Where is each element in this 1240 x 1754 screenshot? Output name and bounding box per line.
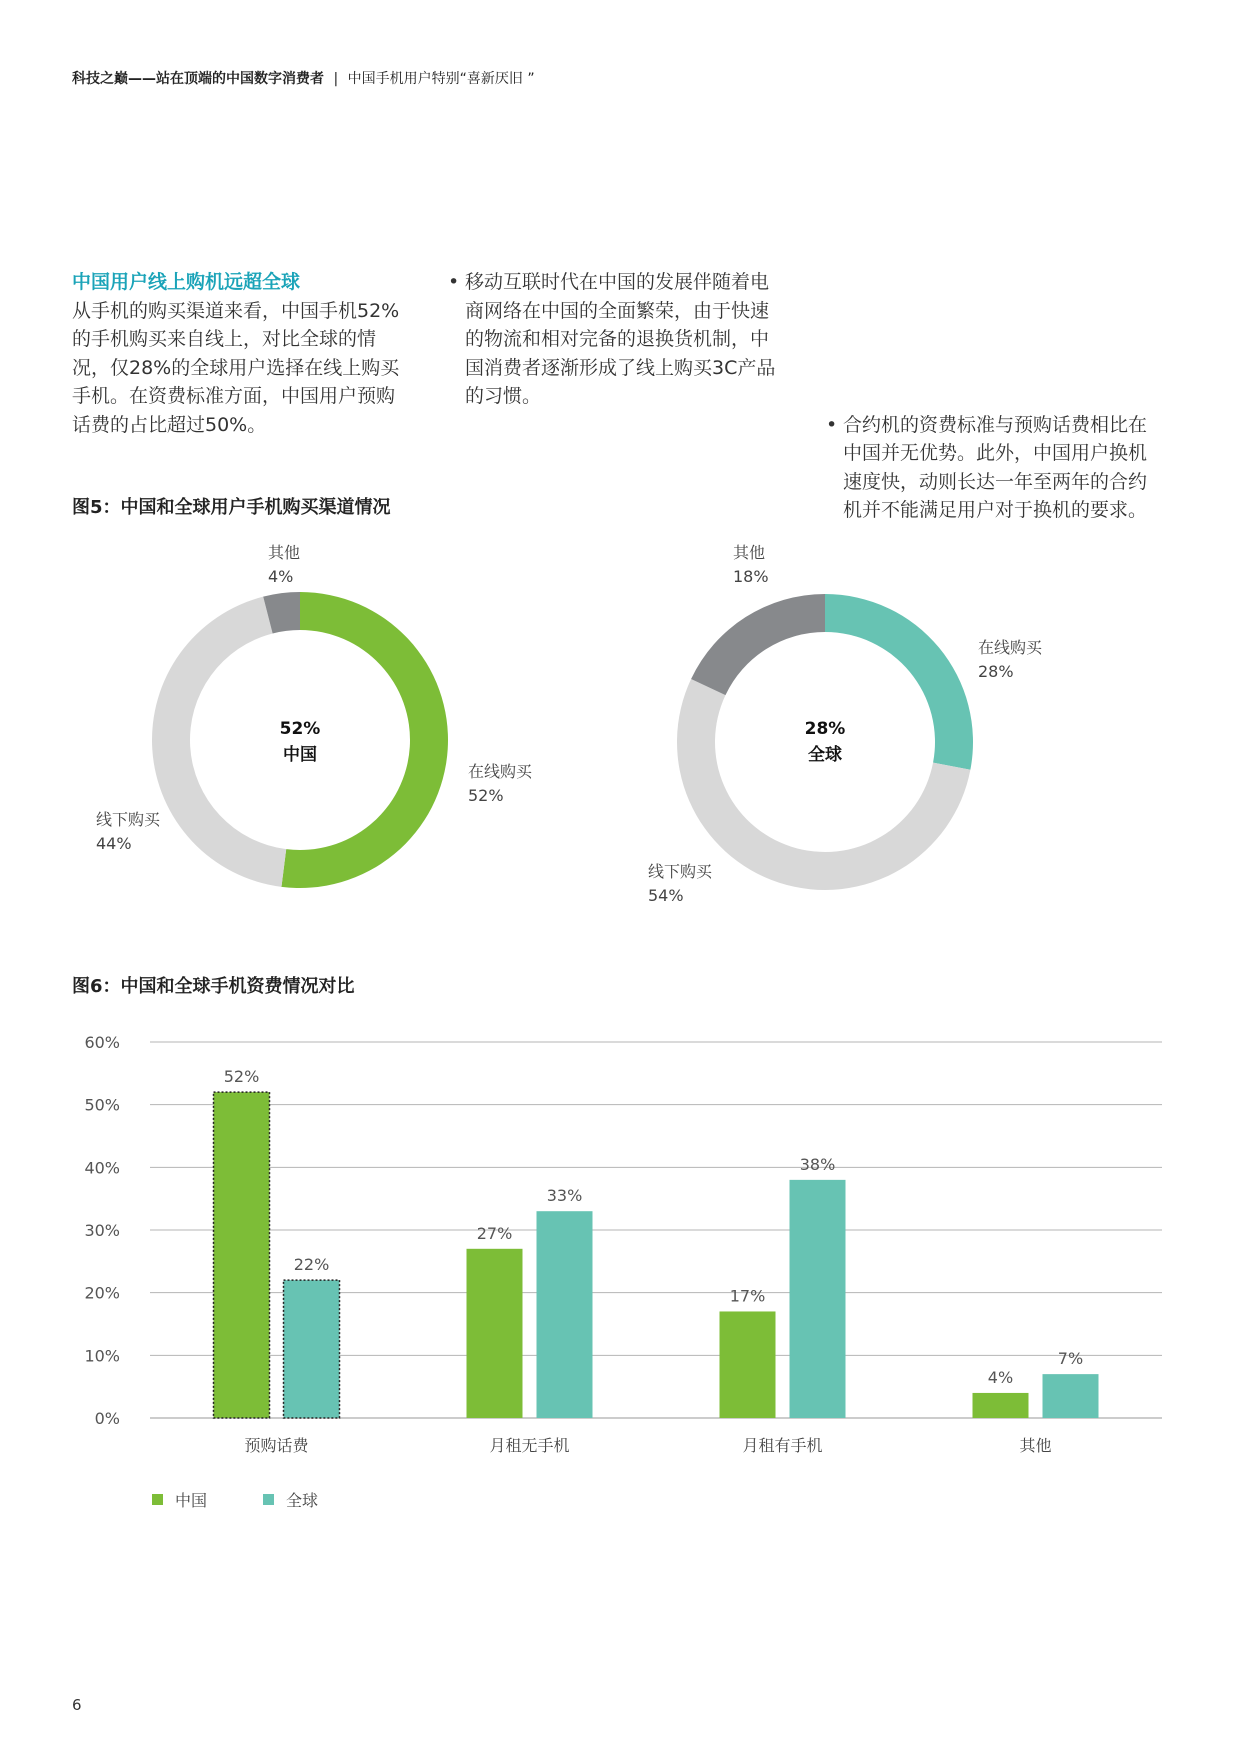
y-tick-label: 40% [84, 1158, 120, 1178]
legend-label-global: 全球 [286, 1491, 319, 1510]
slice-name: 在线购买 [978, 638, 1043, 657]
slice-label-offline [96, 808, 160, 856]
legend-label-china: 中国 [175, 1491, 208, 1510]
legend-swatch-global [263, 1494, 274, 1505]
header-subtitle: 中国手机用户特别“喜新厌旧 ” [347, 71, 535, 87]
slice-value: 54% [648, 886, 684, 905]
bar-0-0 [214, 1092, 270, 1418]
bar-chart [0, 1020, 1240, 1480]
bullet-line: 机并不能满足用户对于换机的要求。 [843, 499, 1148, 521]
y-tick-label: 30% [84, 1221, 120, 1240]
bullet-line: • 移动互联时代在中国的发展伴随着电 [465, 271, 770, 293]
slice-name: 其他 [733, 543, 766, 562]
slice-name: 线下购买 [648, 862, 713, 881]
bar-value-label: 22% [293, 1255, 330, 1275]
center-value: 52% [279, 719, 321, 739]
bullet-line: 商网络在中国的全面繁荣，由于快速 [465, 299, 770, 322]
bullet-line: 国消费者逐渐形成了线上购买3C产品 [465, 356, 776, 379]
slice-label-other [268, 541, 300, 589]
bar-1-1 [537, 1211, 593, 1418]
intro-line: 的手机购买来自线上，对比全球的情 [72, 328, 377, 350]
bullet-line: 的习惯。 [465, 385, 542, 407]
header-separator: | [333, 71, 339, 87]
y-tick-label: 50% [84, 1095, 120, 1115]
bullet-line: • 合约机的资费标准与预购话费相比在 [843, 413, 1148, 436]
bar-0-1 [467, 1249, 523, 1418]
x-category-label: 预购话费 [244, 1436, 309, 1455]
page-number: 6 [72, 1696, 82, 1714]
bullet-line: 速度快，动则长达一年至两年的合约 [843, 470, 1148, 493]
intro-line: 话费的占比超过50%。 [72, 413, 267, 436]
header-title: 科技之巅——站在顶端的中国数字消费者 [72, 71, 324, 87]
intro-line: 从手机的购买渠道来看，中国手机52% [72, 299, 400, 322]
y-tick-label: 0% [94, 1409, 120, 1428]
slice-label-online [468, 760, 532, 808]
slice-value: 28% [978, 662, 1014, 681]
bar-value-label: 33% [546, 1186, 583, 1206]
slice-value: 4% [268, 567, 294, 586]
y-tick-label: 60% [84, 1033, 120, 1052]
donut-slice-1 [677, 679, 970, 890]
bar-1-0 [284, 1280, 340, 1418]
slice-value: 18% [733, 567, 769, 586]
donut-slice-2 [691, 594, 825, 695]
bar-1-2 [790, 1180, 846, 1418]
center-label: 全球 [808, 745, 842, 765]
intro-heading: 中国用户线上购机远超全球 [72, 271, 301, 293]
intro-line: 手机。在资费标准方面，中国用户预购 [72, 385, 396, 407]
bar-value-label: 52% [223, 1067, 260, 1087]
slice-label-online [978, 636, 1042, 684]
slice-value: 44% [96, 834, 132, 853]
slice-name: 线下购买 [96, 810, 161, 829]
intro-column-3 [826, 411, 1203, 525]
bar-value-label: 7% [1057, 1349, 1084, 1369]
center-value: 28% [804, 719, 846, 739]
intro-column-1 [72, 268, 442, 439]
bar-1-3 [1043, 1374, 1099, 1418]
donut-center-china [240, 716, 360, 768]
bullet-line: 中国并无优势。此外，中国用户换机 [843, 442, 1148, 464]
intro-line: 况，仅28%的全球用户选择在线上购买 [72, 356, 400, 379]
slice-name: 其他 [268, 543, 301, 562]
center-label: 中国 [283, 745, 317, 765]
y-tick-label: 10% [84, 1346, 120, 1366]
chart-legend [152, 1488, 318, 1511]
x-category-label: 月租有手机 [742, 1436, 823, 1455]
donut-center-global [765, 716, 885, 768]
x-category-label: 月租无手机 [489, 1436, 570, 1455]
bar-value-label: 38% [799, 1154, 836, 1174]
figure5-title: 图5：中国和全球用户手机购买渠道情况 [72, 497, 391, 518]
intro-column-2 [448, 268, 825, 411]
bar-0-2 [720, 1311, 776, 1418]
y-tick-label: 20% [84, 1283, 120, 1303]
legend-swatch-china [152, 1494, 163, 1505]
running-header [72, 68, 535, 88]
bar-0-3 [973, 1393, 1029, 1418]
bar-value-label: 17% [729, 1286, 766, 1306]
figure6-title: 图6：中国和全球手机资费情况对比 [72, 976, 355, 997]
slice-name: 在线购买 [468, 762, 533, 781]
slice-value: 52% [468, 786, 504, 805]
bar-value-label: 4% [987, 1367, 1014, 1387]
bar-value-label: 27% [476, 1223, 513, 1243]
slice-label-offline [648, 860, 712, 908]
slice-label-other [733, 541, 769, 589]
bullet-line: 的物流和相对完备的退换货机制，中 [465, 328, 770, 350]
x-category-label: 其他 [1019, 1436, 1052, 1455]
